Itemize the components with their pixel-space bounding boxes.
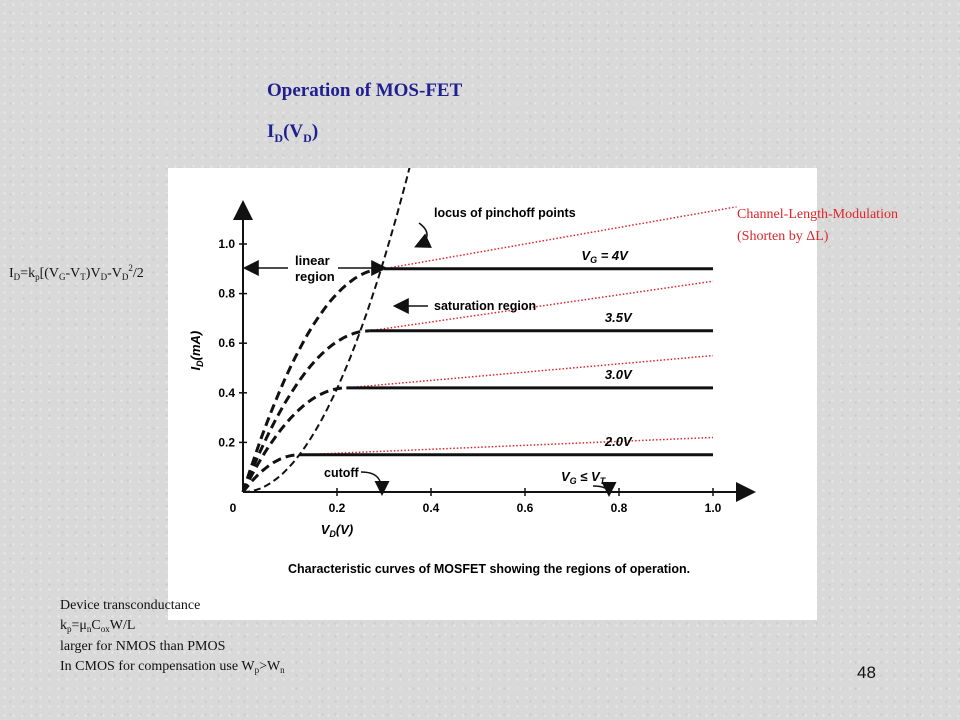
linear-region-curve (243, 269, 384, 492)
y-tick-label: 0.6 (218, 336, 235, 351)
chart-caption: Characteristic curves of MOSFET showing the regions of operation. (288, 562, 691, 576)
x-tick-label: 1.0 (704, 501, 722, 515)
cutoff-arrow (361, 472, 382, 493)
x-tick-label: 0 (229, 501, 237, 515)
x-tick-label: 0.8 (610, 501, 628, 515)
linear-annotation-1: linear (295, 253, 330, 268)
note-nmos-pmos: larger for NMOS than PMOS (60, 639, 226, 654)
subtitle-mid: (V (283, 121, 304, 142)
y-tick-label: 0.8 (218, 286, 235, 301)
x-tick-label: 0.4 (422, 501, 440, 515)
curve-label: 3.5V (604, 309, 632, 325)
vg-cutoff-annotation: $V_G \le V_T$ (561, 469, 606, 486)
clm-line (346, 356, 713, 388)
clm-line (299, 437, 713, 454)
clm-note-line-1: Channel-Length-Modulation (737, 207, 898, 222)
clm-note-line-2: (Shorten by ΔL) (737, 229, 829, 244)
note-transconductance: Device transconductance (60, 598, 201, 613)
slide-subtitle (267, 121, 318, 146)
y-tick-label: 0.4 (218, 385, 235, 400)
cutoff-annotation: cutoff (324, 466, 359, 480)
y-axis-label: $I_D(mA)$ (188, 330, 205, 371)
saturation-annotation: saturation region (434, 299, 537, 313)
curve-label: 2.0V (604, 433, 632, 449)
slide-title: Operation of MOS-FET (267, 80, 463, 101)
chart-axes (188, 204, 752, 539)
subtitle-sub-d2: D (303, 131, 312, 145)
y-tick-label: 1.0 (218, 237, 235, 251)
linear-annotation-2: region (295, 269, 335, 284)
subtitle-end: ) (311, 121, 319, 142)
mosfet-chart (168, 168, 817, 620)
curve-label: $V_G = 4V$ (581, 247, 628, 265)
subtitle-sub-d1: D (274, 131, 284, 145)
x-axis-label: $V_D(V)$ (320, 522, 354, 539)
subtitle-i: I (267, 121, 275, 142)
note-cmos-compensation: In CMOS for compensation use $W_p>W_n$ (60, 659, 285, 675)
page-number: 48 (857, 663, 876, 682)
y-tick-label: 0.2 (218, 435, 235, 450)
x-tick-label: 0.6 (516, 501, 534, 515)
locus-annotation: locus of pinchoff points (434, 206, 576, 220)
note-kp-formula: $k_p=\mu_nC_{ox}W/L$ (60, 618, 136, 634)
x-tick-label: 0.2 (328, 501, 346, 515)
locus-arrow (417, 223, 427, 246)
drain-current-formula: $I_D=k_p[(V_G-V_T)V_D-V_D^2/2$ (9, 263, 144, 282)
chart-labels (581, 248, 633, 449)
mosfet-figure (168, 168, 817, 620)
curve-label: 3.0V (604, 366, 632, 382)
